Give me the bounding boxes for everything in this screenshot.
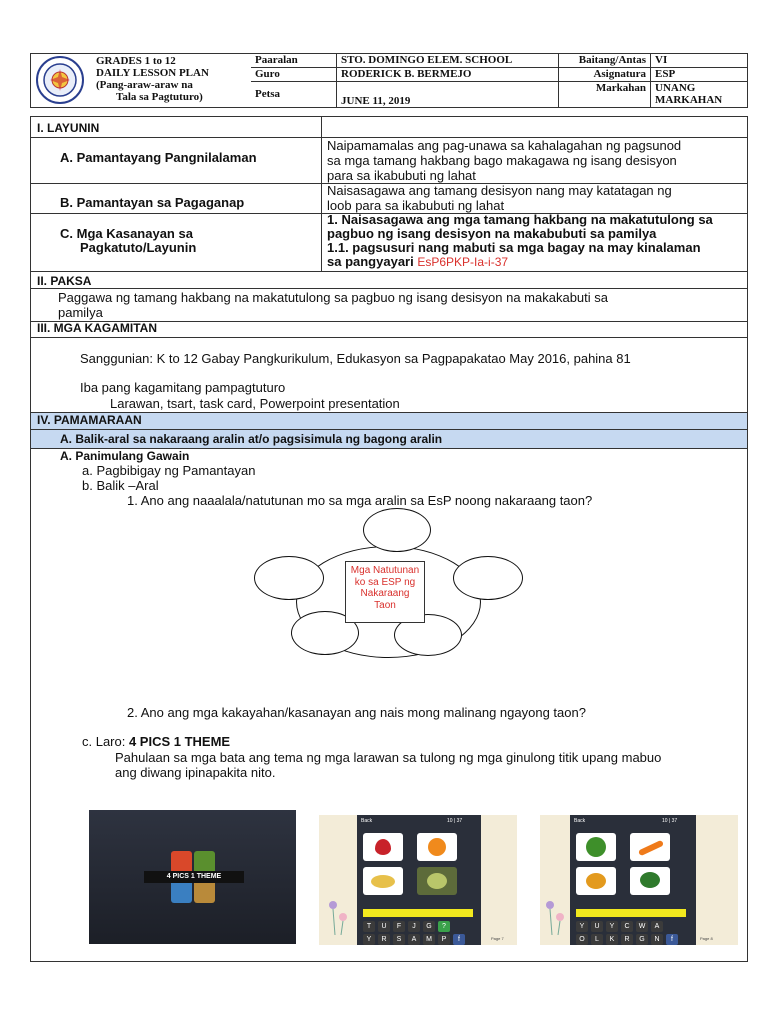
asignatura-label: Asignatura bbox=[559, 68, 651, 82]
kasanayan-label bbox=[60, 227, 196, 255]
pamantayang-pangnilalaman-label: A. Pamantayang Pangnilalaman bbox=[60, 150, 257, 165]
markahan-label: Markahan bbox=[559, 82, 651, 108]
answer-slots bbox=[363, 909, 473, 917]
flower-decoration bbox=[325, 895, 351, 935]
dlp-title-line: Tala sa Pagtuturo) bbox=[116, 91, 203, 103]
text-line: Naipamamalas ang pag-unawa sa kahalagahan ng pagsunod bbox=[327, 138, 682, 153]
page-number: Page 8 bbox=[700, 936, 713, 941]
kasanayan-text bbox=[327, 213, 713, 269]
letter-key[interactable]: L bbox=[591, 934, 603, 945]
guro-value: RODERICK B. BERMEJO bbox=[337, 68, 559, 82]
paksa-text bbox=[58, 291, 608, 320]
column-divider bbox=[321, 116, 322, 271]
pagbibigay-pamantayan: a. Pagbibigay ng Pamantayan bbox=[82, 463, 256, 478]
text-line: ang diwang ipinapakita nito. bbox=[115, 765, 276, 780]
text-line: 1. Naisasagawa ang mga tamang hakbang na makatutulong sa bbox=[327, 212, 713, 227]
row-divider bbox=[30, 271, 748, 272]
coin-counter: 10 | 37 bbox=[662, 818, 678, 824]
letter-key[interactable]: J bbox=[408, 921, 420, 932]
iba-pang-kagamitan-text: Iba pang kagamitang pampagtuturo bbox=[80, 380, 286, 395]
back-button: Back bbox=[361, 818, 373, 824]
letter-key[interactable]: N bbox=[651, 934, 663, 945]
letter-key[interactable]: A bbox=[408, 934, 420, 945]
letter-key[interactable]: S bbox=[393, 934, 405, 945]
baitang-value: VI bbox=[651, 54, 748, 68]
text-line: pamilya bbox=[58, 305, 103, 320]
laro-title: 4 PICS 1 THEME bbox=[128, 734, 231, 749]
paaralan-value: STO. DOMINGO ELEM. SCHOOL bbox=[337, 54, 559, 68]
lettuce-image bbox=[576, 833, 616, 861]
letter-key[interactable]: Y bbox=[363, 934, 375, 945]
text-line: loob para sa ikabubuti ng lahat bbox=[327, 198, 505, 213]
markahan-value-line: UNANG bbox=[655, 82, 696, 94]
letter-key[interactable]: W bbox=[636, 921, 648, 932]
letter-key[interactable]: R bbox=[621, 934, 633, 945]
letter-key[interactable]: Y bbox=[576, 921, 588, 932]
letter-key[interactable]: T bbox=[363, 921, 375, 932]
letter-key[interactable]: Y bbox=[606, 921, 618, 932]
concept-web-center-box bbox=[345, 561, 425, 623]
letter-key[interactable]: G bbox=[636, 934, 648, 945]
pamantayan-pagganap-text bbox=[327, 184, 672, 213]
petsa-value: JUNE 11, 2019 bbox=[337, 82, 559, 108]
strawberry-image bbox=[363, 833, 403, 861]
mango-image bbox=[363, 867, 403, 895]
center-text-line: Mga Natutunan bbox=[350, 565, 420, 576]
text-line: Paggawa ng tamang hakbang na makatutulong sa pagbuo ng isang desisyon na makakabuti sa bbox=[58, 290, 608, 305]
text-line: sa mga tamang hakbang bago makagawa ng isang desisyon bbox=[327, 153, 677, 168]
guro-label: Guro bbox=[251, 68, 337, 82]
carrot-image bbox=[630, 833, 670, 861]
markahan-value-line: MARKAHAN bbox=[655, 94, 723, 106]
letter-key[interactable]: f bbox=[666, 934, 678, 945]
dlp-title-line: (Pang-araw-araw na bbox=[96, 79, 193, 91]
question-2: 2. Ano ang mga kakayahan/kasanayan ang nais mong malinang ngayong taon? bbox=[127, 705, 586, 720]
text-line: C. Mga Kasanayan sa bbox=[60, 226, 193, 241]
flower-decoration bbox=[542, 895, 568, 935]
letter-key[interactable]: C bbox=[621, 921, 633, 932]
baitang-label: Baitang/Antas bbox=[559, 54, 651, 68]
letter-key[interactable]: A bbox=[651, 921, 663, 932]
kagamitan-heading: III. MGA KAGAMITAN bbox=[37, 321, 157, 335]
letter-key[interactable]: K bbox=[606, 934, 618, 945]
petsa-label: Petsa bbox=[251, 82, 337, 108]
markahan-value bbox=[651, 82, 748, 108]
center-text-line: ko sa ESP ng bbox=[354, 576, 416, 588]
text-line: para sa ikabubuti ng lahat bbox=[327, 168, 476, 183]
text-span: sa pangyayari bbox=[327, 254, 414, 269]
balik-aral-item: b. Balik –Aral bbox=[82, 478, 159, 493]
question-1: 1. Ano ang naaalala/natutunan mo sa mga aralin sa EsP noong nakaraang taon? bbox=[127, 493, 593, 508]
avocado-image bbox=[417, 867, 457, 895]
coin-counter: 10 | 37 bbox=[447, 818, 463, 824]
concept-web-top-oval bbox=[363, 508, 431, 552]
game-screen-fruits bbox=[319, 815, 517, 945]
row-divider bbox=[30, 288, 748, 289]
letter-key[interactable]: U bbox=[378, 921, 390, 932]
pamamaraan-heading: IV. PAMAMARAAN bbox=[37, 413, 142, 427]
concept-web-left-oval bbox=[254, 556, 324, 600]
row-divider bbox=[30, 337, 748, 338]
text-line: 1.1. pagsusuri nang mabuti sa mga bagay na may kinalaman bbox=[327, 240, 701, 255]
letter-key[interactable]: O bbox=[576, 934, 588, 945]
center-text-line: Nakaraang bbox=[360, 588, 410, 599]
kagamitan-items-text: Larawan, tsart, task card, Powerpoint presentation bbox=[110, 396, 400, 411]
dlp-title-line: GRADES 1 to 12 bbox=[96, 55, 176, 67]
text-line bbox=[327, 255, 713, 269]
letter-key[interactable]: R bbox=[378, 934, 390, 945]
laro-instructions bbox=[115, 751, 661, 780]
orange-image bbox=[417, 833, 457, 861]
letter-key[interactable]: M bbox=[423, 934, 435, 945]
laro-prefix: c. Laro: bbox=[82, 734, 129, 749]
paksa-heading: II. PAKSA bbox=[37, 274, 92, 288]
dlp-title-line: DAILY LESSON PLAN bbox=[96, 67, 209, 79]
text-line: Pahulaan sa mga bata ang tema ng mga larawan sa tulong ng mga ginulong titik upang mabuo bbox=[115, 750, 662, 765]
sanggunian-text: Sanggunian: K to 12 Gabay Pangkurikulum, Edukasyon sa Pagpapakatao May 2016, pahina 81 bbox=[80, 351, 631, 366]
competency-code: EsP6PKP-Ia-i-37 bbox=[417, 255, 509, 269]
pamantayang-pangnilalaman-text bbox=[327, 139, 681, 183]
letter-key[interactable]: U bbox=[591, 921, 603, 932]
laro-line bbox=[82, 735, 230, 749]
game-logo-label: 4 PICS 1 THEME bbox=[144, 871, 244, 883]
page-number: Page 7 bbox=[491, 936, 504, 941]
letter-key[interactable]: F bbox=[393, 921, 405, 932]
game-logo-image bbox=[89, 810, 296, 944]
text-line: pagbuo ng isang desisyon na makabubuti sa pamilya bbox=[327, 226, 657, 241]
letter-key[interactable]: ? bbox=[438, 921, 450, 932]
letter-key[interactable]: G bbox=[423, 921, 435, 932]
paaralan-label: Paaralan bbox=[251, 54, 337, 68]
letter-key[interactable]: P bbox=[438, 934, 450, 945]
text-line: Naisasagawa ang tamang desisyon nang may katatagan ng bbox=[327, 183, 672, 198]
broccoli-image bbox=[630, 867, 670, 895]
header-table bbox=[30, 53, 748, 108]
squash-image bbox=[576, 867, 616, 895]
asignatura-value: ESP bbox=[651, 68, 748, 82]
game-screen-vegetables bbox=[540, 815, 738, 945]
answer-slots bbox=[576, 909, 686, 917]
layunin-heading: I. LAYUNIN bbox=[37, 121, 100, 135]
back-button: Back bbox=[574, 818, 586, 824]
text-line: Pagkatuto/Layunin bbox=[80, 240, 197, 255]
balik-aral-heading: A. Balik-aral sa nakaraang aralin at/o pagsisimula ng bagong aralin bbox=[60, 432, 443, 446]
panimulang-gawain: A. Panimulang Gawain bbox=[60, 449, 190, 463]
center-text-line: Taon bbox=[374, 599, 396, 611]
pamantayan-pagganap-label: B. Pamantayan sa Pagaganap bbox=[60, 195, 245, 210]
concept-web-right-oval bbox=[453, 556, 523, 600]
letter-key[interactable]: f bbox=[453, 934, 465, 945]
